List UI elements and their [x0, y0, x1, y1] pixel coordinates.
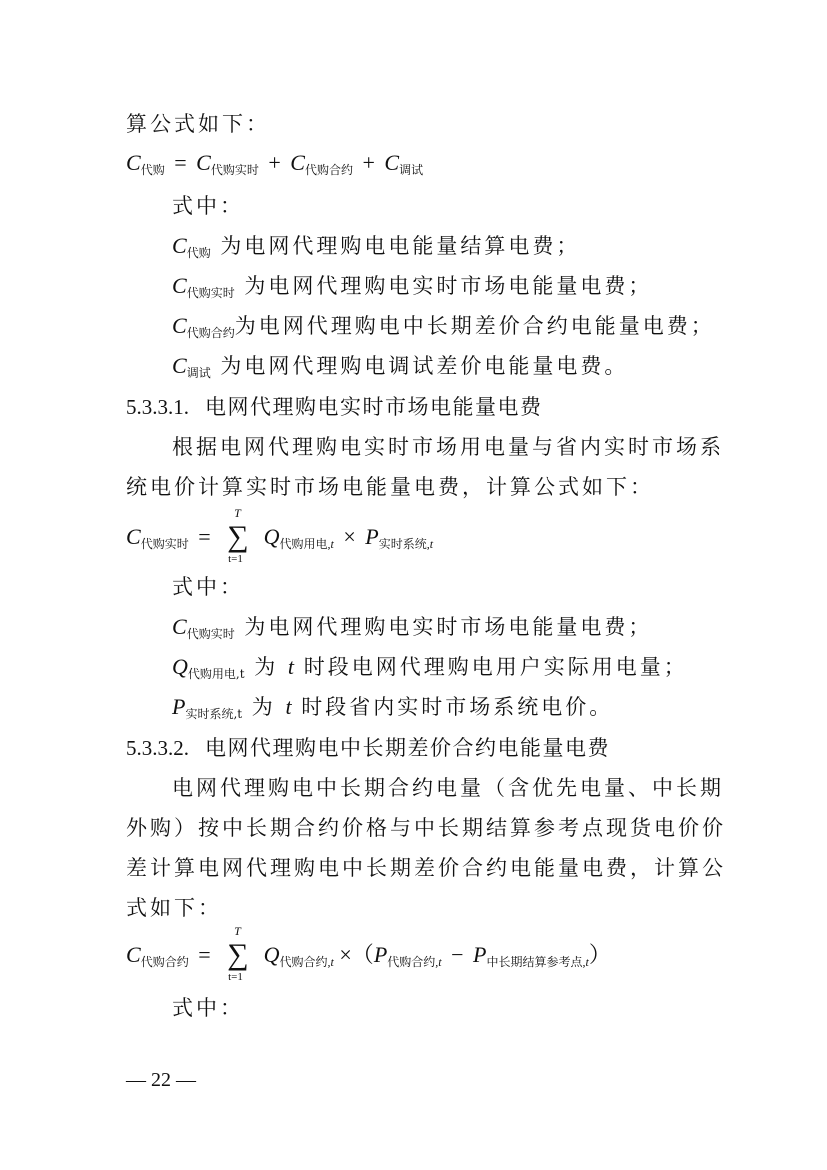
paragraph-2-line-2: 外购）按中长期合约价格与中长期结算参考点现货电价价	[126, 816, 726, 840]
definition-p-shishi-xitong: $P_{实时系统,t}$ 为 t 时段省内实时市场系统电价。	[172, 694, 614, 721]
summation-symbol: T ∑ t=1	[227, 923, 249, 983]
summation-symbol: T ∑ t=1	[227, 505, 249, 565]
page-number: — 22 —	[126, 1069, 196, 1091]
definition-c-daigou: $C_{代购}$ 为电网代理购电电能量结算电费；	[172, 233, 581, 260]
formula-contract-cost: $C_{代购合约}$ = T ∑ t=1 $Q_{代购合约},t \times(P_{代购合约},t - P_{中长期结算参考点},t)$	[126, 923, 611, 983]
definition-c-daigou-shishi-2: $C_{代购实时}$ 为电网代理购电实时市场电能量电费；	[172, 614, 653, 641]
definition-q-daigou-yongdian: $Q_{代购用电,t}$ 为 t 时段电网代理购电用户实际用电量；	[172, 654, 688, 681]
section-heading-5-3-3-2: 5.3.3.2. 电网代理购电中长期差价合约电能量电费	[126, 736, 610, 760]
section-heading-5-3-3-1: 5.3.3.1. 电网代理购电实时市场电能量电费	[126, 395, 543, 419]
paragraph-2-line-4: 式如下：	[126, 896, 222, 920]
formula-realtime-cost: $C_{代购实时}$ = T ∑ t=1 $Q_{代购用电},t \times P_{实时系统},t$	[126, 505, 434, 565]
where-label-2: 式中：	[172, 575, 244, 599]
paragraph-1-line-1: 根据电网代理购电实时市场用电量与省内实时市场系	[172, 435, 724, 459]
intro-text: 算公式如下：	[126, 112, 270, 136]
where-label-3: 式中：	[172, 996, 244, 1020]
where-label-1: 式中：	[172, 194, 244, 218]
paragraph-2-line-3: 差计算电网代理购电中长期差价合约电能量电费，计算公	[126, 856, 726, 880]
definition-c-daigou-heyue: $C_{代购合约}$为电网代理购电中长期差价合约电能量电费；	[172, 313, 715, 340]
paragraph-2-line-1: 电网代理购电中长期合约电量（含优先电量、中长期	[172, 776, 724, 800]
formula-total-cost: $C_{代购} = C_{代购实时} + C_{代购合约} + C_{调试}$	[126, 150, 424, 177]
paragraph-1-line-2: 统电价计算实时市场电能量电费，计算公式如下：	[126, 475, 654, 499]
definition-c-daigou-shishi: $C_{代购实时}$ 为电网代理购电实时市场电能量电费；	[172, 273, 653, 300]
definition-c-tiaoshi: $C_{调试}$ 为电网代理购电调试差价电能量电费。	[172, 353, 629, 380]
